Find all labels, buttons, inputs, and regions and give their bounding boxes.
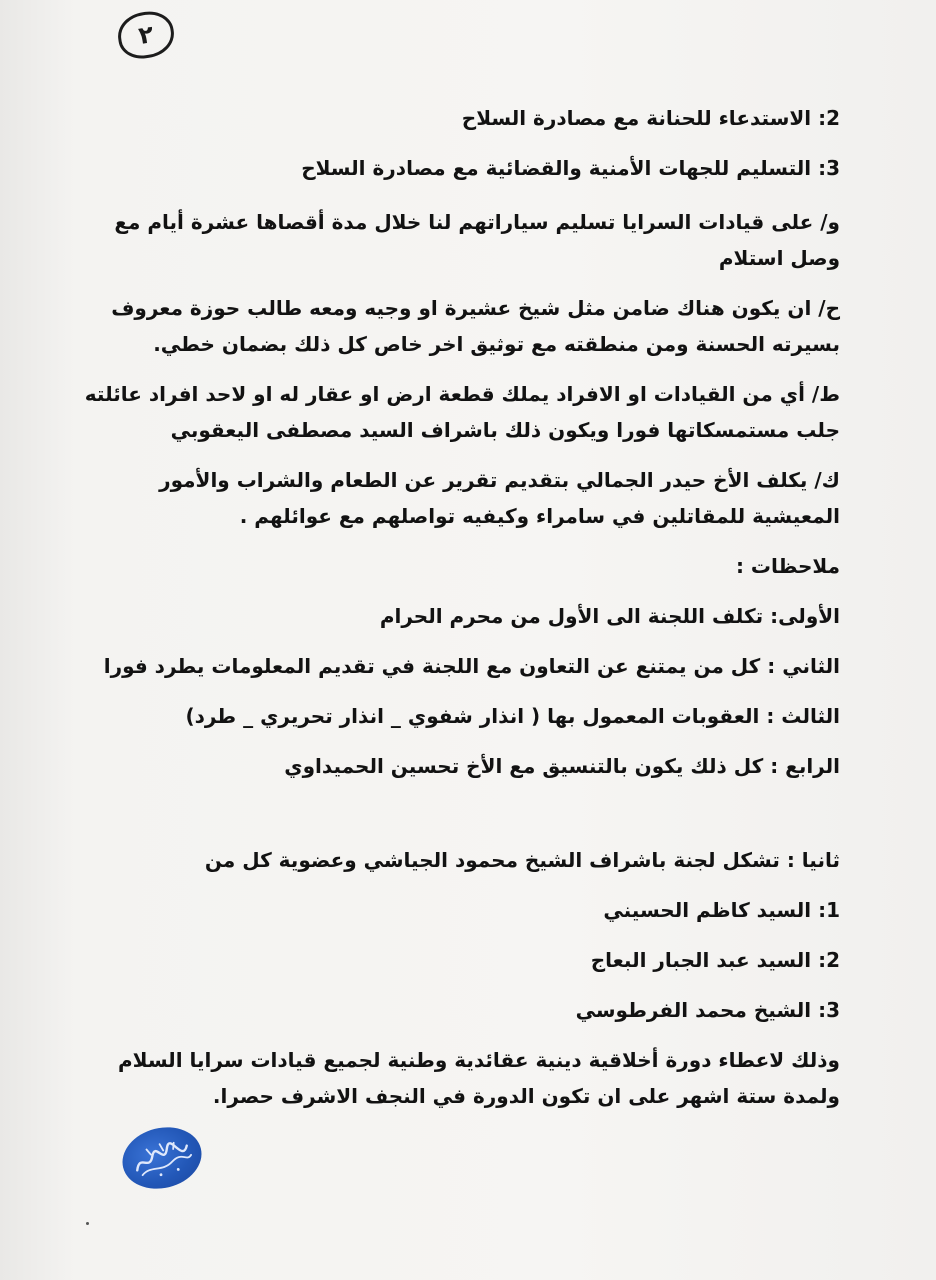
note-third: الثالث : العقوبات المعمول بها ( انذار شفوي _ انذار تحريري _ طرد) <box>185 704 840 728</box>
paragraph-line: المعيشية للمقاتلين في سامراء وكيفيه تواصلهم مع عوائلهم . <box>239 504 840 528</box>
notes-heading: ملاحظات : <box>735 554 840 578</box>
paragraph-ha <box>110 290 840 362</box>
paragraph-line: جلب مستمسكاتها فورا ويكون ذلك باشراف السيد مصطفى اليعقوبي <box>170 418 840 442</box>
document-body <box>84 100 840 1114</box>
paragraph-line: ك/ يكلف الأخ حيدر الجمالي بتقديم تقرير عن الطعام والشراب والأمور <box>159 468 840 492</box>
paragraph-line: بسيرته الحسنة ومن منطقته مع توثيق اخر خاص كل ذلك بضمان خطي. <box>153 332 840 356</box>
list-item-3: 3: التسليم للجهات الأمنية والقضائية مع مصادرة السلاح <box>301 156 840 180</box>
paragraph-line: ولمدة ستة اشهر على ان تكون الدورة في النجف الاشرف حصرا. <box>212 1084 840 1108</box>
paragraph-line: ح/ ان يكون هناك ضامن مثل شيخ عشيرة او وجيه ومعه طالب حوزة معروف <box>111 296 840 320</box>
section-second-heading: ثانيا : تشكل لجنة باشراف الشيخ محمود الجياشي وعضوية كل من <box>204 848 840 872</box>
page-number <box>115 8 177 61</box>
note-second: الثاني : كل من يمتنع عن التعاون مع اللجنة في تقديم المعلومات يطرد فورا <box>103 654 840 678</box>
ink-seal-icon <box>116 1119 208 1197</box>
paragraph-waw <box>110 204 840 276</box>
member-3: 3: الشيخ محمد الفرطوسي <box>575 998 840 1022</box>
member-1: 1: السيد كاظم الحسيني <box>603 898 840 922</box>
paragraph-line: و/ على قيادات السرايا تسليم سياراتهم لنا خلال مدة أقصاها عشرة أيام مع <box>114 210 840 234</box>
paragraph-kaf <box>110 462 840 534</box>
paragraph-ta <box>84 376 840 448</box>
page-number-text: ٢ <box>136 20 156 50</box>
speck <box>86 1222 89 1225</box>
note-fourth: الرابع : كل ذلك يكون بالتنسيق مع الأخ تحسين الحميداوي <box>284 754 840 778</box>
paragraph-line: وصل استلام <box>718 246 840 270</box>
paragraph-line: ط/ أي من القيادات او الافراد يملك قطعة ارض او عقار له او لاحد افراد عائلته <box>84 382 840 406</box>
paragraph-line: وذلك لاعطاء دورة أخلاقية دينية عقائدية وطنية لجميع قيادات سرايا السلام <box>117 1048 840 1072</box>
seal-calligraphy <box>125 1131 199 1186</box>
list-item-2: 2: الاستدعاء للحنانة مع مصادرة السلاح <box>461 106 840 130</box>
member-2: 2: السيد عبد الجبار البعاج <box>590 948 840 972</box>
note-first: الأولى: تكلف اللجنة الى الأول من محرم الحرام <box>379 604 840 628</box>
paragraph-closing <box>110 1042 840 1114</box>
